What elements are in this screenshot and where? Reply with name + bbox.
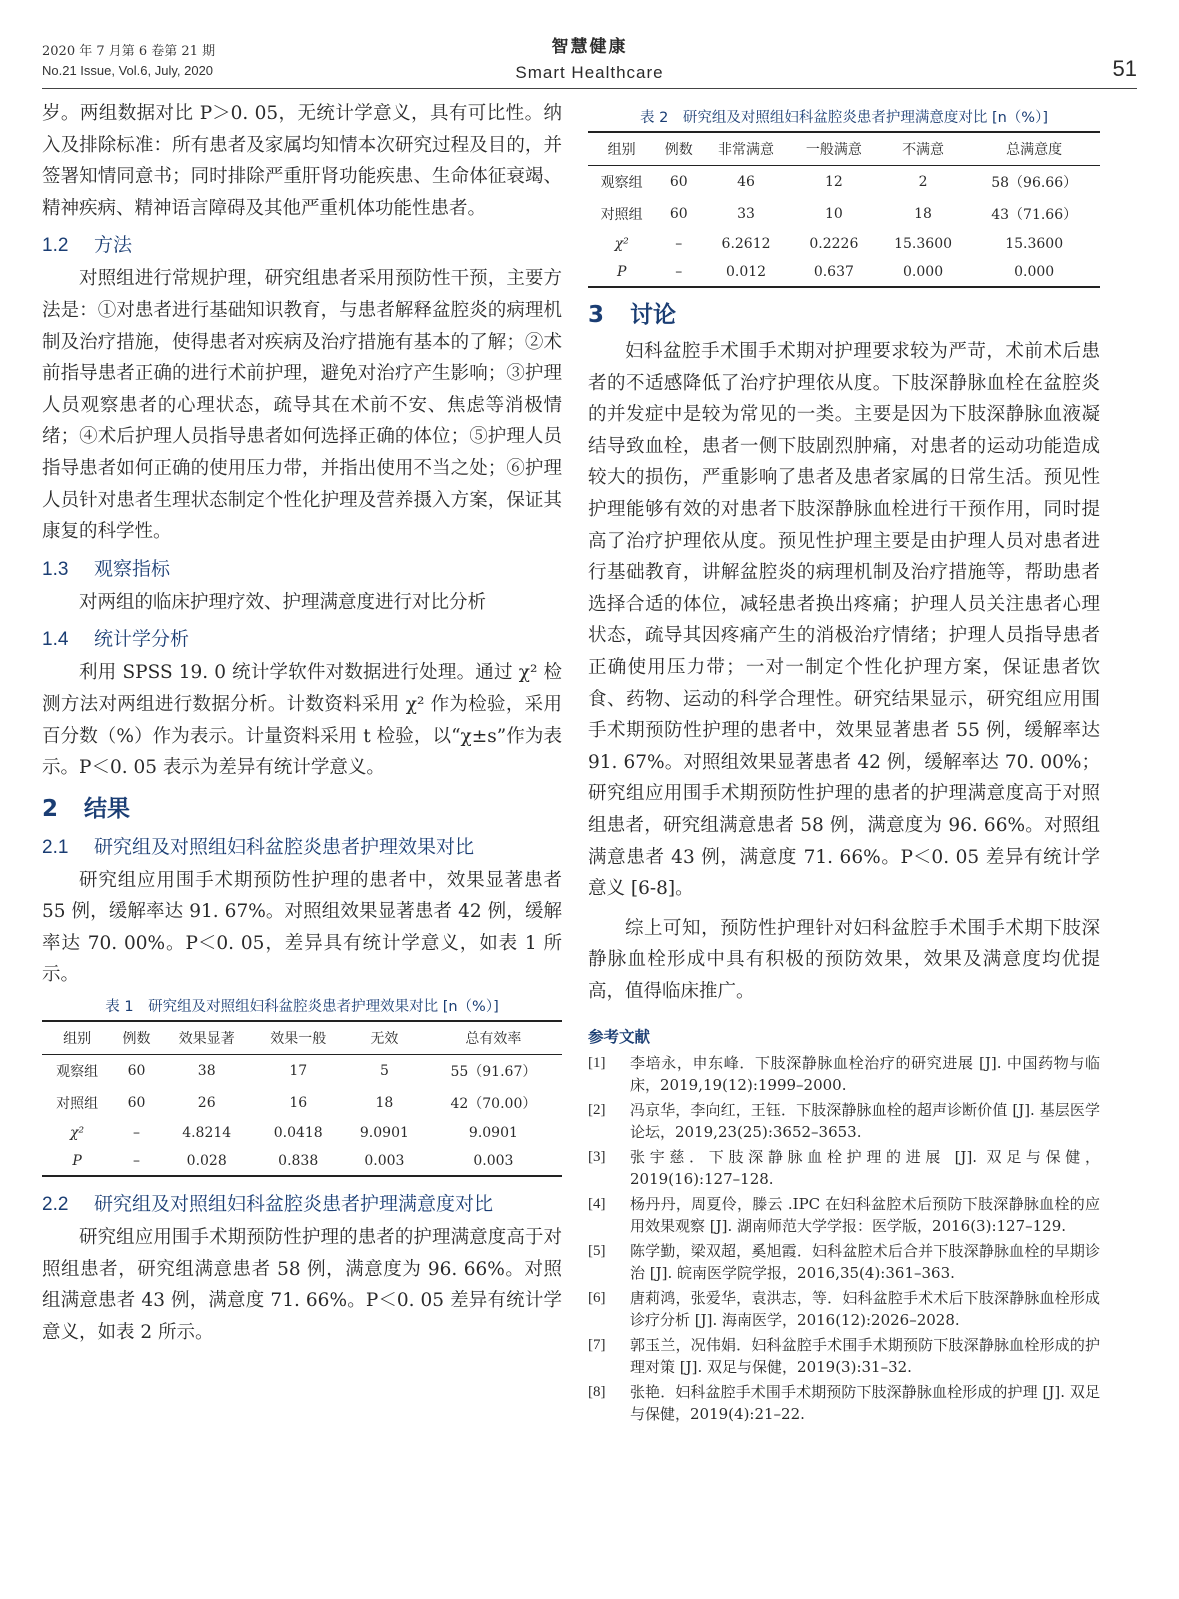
reference-text: 冯京华，李向红，王钰．下肢深静脉血栓的超声诊断价值 [J]. 基层医学论坛，2019,23(25):3652–3653. [630,1101,1100,1141]
table-cell: P [42,1147,112,1176]
section-number: 2.2 [42,1194,69,1216]
table-cell: 18 [375,1095,394,1112]
table-1-caption: 表 1 研究组及对照组妇科盆腔炎患者护理效果对比 [n（%）] [105,999,499,1016]
table-row [42,1147,562,1176]
reference-item [588,1194,1100,1237]
section-number: 3 [588,302,605,328]
table-cell: 12 [824,174,843,190]
table-cell: 6.2612 [721,236,771,252]
journal-name-en: Smart Healthcare [515,63,664,82]
reference-number: [3] [588,1149,606,1166]
reference-number: [6] [588,1290,606,1307]
table-cell: 15.3600 [1005,236,1064,252]
reference-text: 张艳．妇科盆腔手术围手术期预防下肢深静脉血栓形成的护理 [J]. 双足与保健，2019(4):21–22. [630,1383,1100,1423]
section-number: 2.1 [42,836,69,858]
reference-number: [1] [588,1055,606,1072]
table-cell: 0.012 [702,258,790,287]
reference-text: 郭玉兰，况伟娟．妇科盆腔手术围手术期预防下肢深静脉血栓形成的护理对策 [J]. 双足与保健，2019(3):31–32. [630,1336,1100,1376]
table-header-row [588,132,1100,166]
table-row [42,1055,562,1088]
reference-item [588,1382,1100,1425]
reference-item [588,1288,1100,1331]
issue-en: No.21 Issue, Vol.6, July, 2020 [42,63,214,78]
section-heading-1-2 [42,230,562,261]
right-column [588,98,1100,1429]
header-rule [42,88,1137,89]
section-number: 2 [42,795,59,822]
table-cell: P [588,258,655,287]
reference-list [588,1053,1100,1425]
table-row [42,1119,562,1147]
reference-item [588,1147,1100,1190]
reference-number: [7] [588,1337,606,1354]
page-number: 51 [1112,56,1137,81]
table-cell: 0.637 [790,258,878,287]
reference-number: [2] [588,1102,606,1119]
table-cell: 42（70.00） [450,1096,537,1113]
table-1 [42,1020,562,1177]
reference-text: 李培永，申东峰．下肢深静脉血栓治疗的研究进展 [J]. 中国药物与临床，2019,19(12):1999–2000. [630,1054,1100,1094]
section-heading-2-1 [42,832,562,863]
section-title: 结果 [84,795,130,822]
table-cell: χ² [70,1125,85,1142]
table-cell: 0.028 [161,1147,253,1176]
table-2 [588,131,1100,288]
reference-item [588,1053,1100,1096]
table-cell: – [675,236,683,252]
section-heading-2 [42,792,562,826]
references-heading: 参考文献 [588,1028,651,1047]
reference-text: 陈学勤，梁双超，奚旭霞．妇科盆腔术后合并下肢深静脉血栓的早期诊治 [J]. 皖南医学院学报，2016,35(4):361–363. [630,1242,1100,1282]
table-cell: 18 [914,206,932,222]
section-title: 研究组及对照组妇科盆腔炎患者护理满意度对比 [94,1193,494,1216]
table-row [588,258,1100,287]
paragraph-results-efficacy: 研究组应用围手术期预防性护理的患者中，效果显著患者 55 例，缓解率达 91. 67%。对照组效果显著患者 42 例，缓解率达 70. 00%。P＜0. 05，差异具有统计学意义，如表 1 所示。 [42,869,562,986]
section-title: 观察指标 [94,557,171,580]
paragraph-eligibility: 岁。两组数据对比 P＞0. 05，无统计学意义，具有可比性。纳入及排除标准：所有患者及家属均知情本次研究过程及目的，并签署知情同意书；同时排除严重肝肾功能疾患、生命体征衰竭、精神疾病、精神语言障碍及其他严重机体功能性患者。 [42,103,562,219]
table-row [42,1087,562,1119]
page-header [42,28,1137,88]
table-row [588,166,1100,199]
section-heading-3 [588,298,1100,332]
left-column [42,98,562,1348]
section-title: 方法 [94,234,133,257]
table-cell: – [655,258,702,287]
column-header: 总有效率 [425,1021,562,1055]
table-cell: 4.8214 [182,1125,232,1142]
table-cell: 0.000 [878,258,969,287]
table-row [588,198,1100,230]
table-cell: 0.838 [252,1147,344,1176]
table-cell: 60 [127,1095,146,1112]
table-cell: 38 [197,1063,216,1080]
table-cell: 0.000 [968,258,1100,287]
table-cell: 17 [289,1063,308,1080]
reference-number: [5] [588,1243,606,1260]
table-cell: 0.2226 [809,236,859,252]
table-cell: 60 [127,1063,146,1080]
column-header: 不满意 [878,132,969,166]
column-header: 效果显著 [161,1021,253,1055]
table-cell: 60 [669,206,688,222]
column-header: 总满意度 [968,132,1100,166]
paragraph-conclusion: 综上可知，预防性护理针对妇科盆腔手术围手术期下肢深静脉血栓形成中具有积极的预防效果，效果及满意度均优提高，值得临床推广。 [588,917,1100,1002]
column-header: 无效 [344,1021,425,1055]
reference-item [588,1335,1100,1378]
issue-zh: 2020 年 7 月第 6 卷第 21 期 [42,44,216,59]
table-cell: 0.003 [425,1147,562,1176]
column-header: 组别 [42,1021,112,1055]
paragraph-methods: 对照组进行常规护理，研究组患者采用预防性干预，主要方法是：①对患者进行基础知识教育，与患者解释盆腔炎的病理机制及治疗措施，使得患者对疾病及治疗措施有基本的了解；②术前指导患者正确的进行术前护理，避免对治疗产生影响；③护理人员观察患者的心理状态，疏导其在术前不安、焦虑等消极情绪；④术后护理人员指导患者如何选择正确的体位；⑤护理人员指导患者如何正确的使用压力带，并指出使用不当之处；⑥护理人员针对患者生理状态制定个性化护理及营养摄入方案，保证其康复的科学性。 [42,268,562,543]
table-cell: 9.0901 [359,1125,409,1142]
table-cell: 对照组 [56,1096,99,1113]
table-cell: 0.0418 [273,1125,323,1142]
table-2-caption: 表 2 研究组及对照组妇科盆腔炎患者护理满意度对比 [n（%）] [640,110,1048,126]
table-cell: 2 [918,174,928,190]
table-cell: 43（71.66） [991,207,1078,223]
table-header-row [42,1021,562,1055]
column-header: 非常满意 [702,132,790,166]
column-header: 效果一般 [252,1021,344,1055]
column-header: 例数 [655,132,702,166]
reference-item [588,1241,1100,1284]
section-title: 讨论 [630,302,676,328]
section-number: 1.2 [42,235,69,257]
section-heading-2-2 [42,1189,562,1220]
section-title: 研究组及对照组妇科盆腔炎患者护理效果对比 [94,835,475,858]
reference-item [588,1100,1100,1143]
table-cell: 对照组 [600,207,643,223]
table-cell: 15.3600 [894,236,953,252]
table-cell: χ² [614,236,629,252]
section-number: 1.3 [42,558,69,580]
column-header: 一般满意 [790,132,878,166]
table-cell: 观察组 [56,1064,99,1081]
section-number: 1.4 [42,629,69,651]
paragraph-results-satisfaction: 研究组应用围手术期预防性护理的患者的护理满意度高于对照组患者，研究组满意患者 58 例，满意度为 96. 66%。对照组满意患者 43 例，满意度 71. 66%。P＜0. 05 差异有统计学意义，如表 2 所示。 [42,1227,562,1343]
reference-text: 张宇慈．下肢深静脉血栓护理的进展 [J]. 双足与保健，2019(16):127–128. [630,1148,1100,1188]
table-cell: – [133,1125,141,1142]
reference-text: 唐莉鸿，张爱华，袁洪志，等．妇科盆腔手术术后下肢深静脉血栓形成诊疗分析 [J]. 海南医学，2016(12):2026–2028. [630,1289,1100,1329]
table-cell: 55（91.67） [450,1064,537,1081]
table-cell: 5 [379,1063,389,1080]
table-cell: 16 [289,1095,308,1112]
reference-number: [4] [588,1196,606,1213]
column-header: 组别 [588,132,655,166]
section-title: 统计学分析 [94,628,190,651]
table-cell: 46 [737,174,755,190]
paragraph-indicators: 对两组的临床护理疗效、护理满意度进行对比分析 [79,591,487,613]
column-header: 例数 [112,1021,161,1055]
reference-text: 杨丹丹，周夏伶，滕云 .IPC 在妇科盆腔术后预防下肢深静脉血栓的应用效果观察 [J]. 湖南师范大学学报：医学版，2016(3):127–129. [630,1195,1100,1235]
table-cell: 60 [669,174,688,190]
table-cell: 58（96.66） [991,175,1078,191]
table-cell: 观察组 [600,175,643,191]
section-heading-1-4 [42,624,562,655]
paragraph-discussion: 妇科盆腔手术围手术期对护理要求较为严苛，术前术后患者的不适感降低了治疗护理依从度。下肢深静脉血栓在盆腔炎的并发症中是较为常见的一类。主要是因为下肢深静脉血液凝结导致血栓，患者一侧下肢剧烈肿痛，对患者的运动功能造成较大的损伤，严重影响了患者及患者家属的日常生活。预见性护理能够有效的对患者下肢深静脉血栓进行干预作用，同时提高了治疗护理依从度。预见性护理主要是由护理人员对患者进行基础教育，讲解盆腔炎的病理机制及治疗措施等，帮助患者选择合适的体位，减轻患者换出疼痛；护理人员关注患者心理状态，疏导其因疼痛产生的消极治疗情绪；护理人员指导患者正确使用压力带；一对一制定个性化护理方案，保证患者饮食、药物、运动的科学合理性。研究结果显示，研究组应用围手术期预防性护理的患者中，效果显著患者 55 例，缓解率达 91. 67%。对照组效果显著患者 42 例，缓解率达 70. 00%；研究组应用围手术期预防性护理的患者的护理满意度高于对照组患者，研究组满意患者 58 例，满意度为 96. 66%。对照组满意患者 43 例，满意度 71. 66%。P＜0. 05 差异有统计学意义 [6-8]。 [588,341,1100,900]
paragraph-statistics: 利用 SPSS 19. 0 统计学软件对数据进行处理。通过 χ² 检测方法对两组进行数据分析。计数资料采用 χ² 作为检验，采用百分数（%）作为表示。计量资料采用 t 检验，以“χ±s”作为表示。P＜0. 05 表示为差异有统计学意义。 [42,662,562,779]
section-heading-1-3 [42,554,562,585]
reference-number: [8] [588,1384,606,1401]
table-cell: 0.003 [344,1147,425,1176]
table-cell: 9.0901 [468,1125,518,1142]
table-cell: – [112,1147,161,1176]
table-row [588,230,1100,258]
journal-name [42,32,1137,83]
journal-name-zh: 智慧健康 [551,37,628,57]
table-cell: 10 [824,206,843,222]
table-cell: 26 [197,1095,216,1112]
table-cell: 33 [737,206,755,222]
